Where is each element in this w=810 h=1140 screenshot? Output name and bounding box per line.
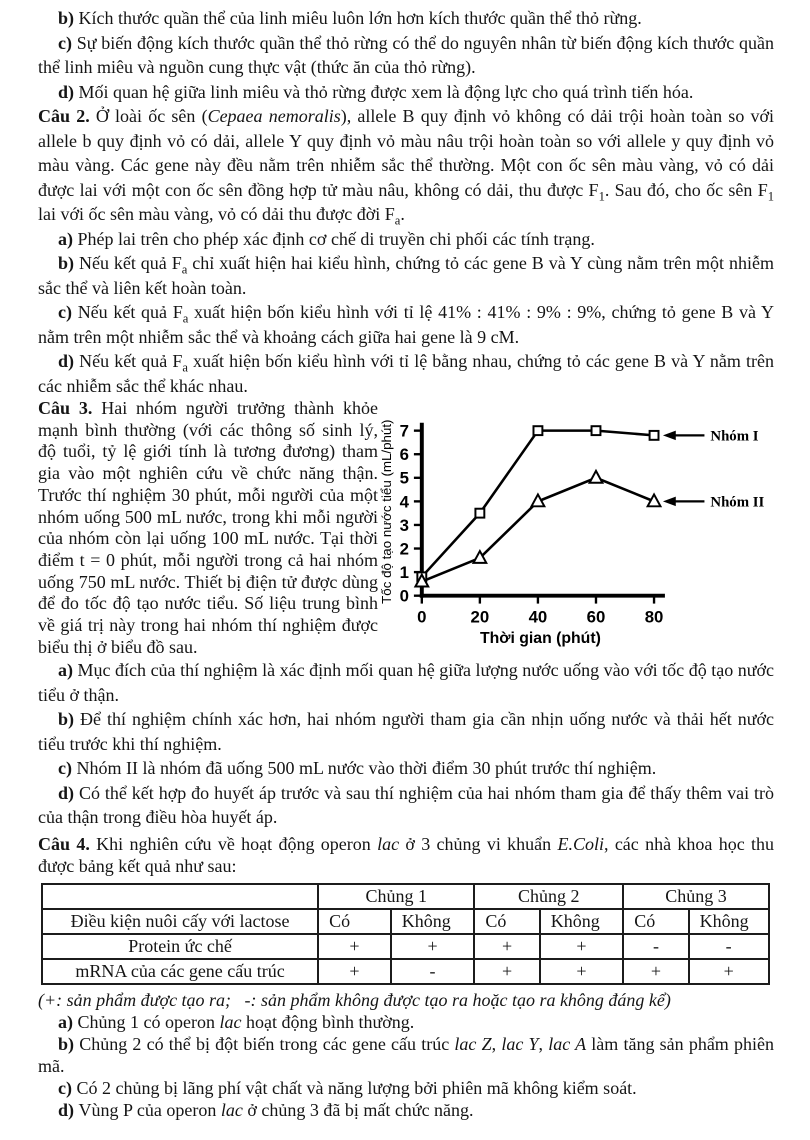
table-cell: Có — [623, 909, 688, 934]
table-row-lactose-condition — [42, 909, 769, 934]
question1-option-b: b) Kích thước quần thể của linh miêu luôn lớn hơn kích thước quần thể thỏ rừng. — [58, 8, 642, 28]
svg-text:Tốc độ tạo nước tiểu (mL/phút): Tốc độ tạo nước tiểu (mL/phút) — [379, 419, 395, 604]
question3-option-b: b) Để thí nghiệm chính xác hơn, hai nhóm người tham gia cần nhịn uống nước và thải hết nước tiểu trước khi thí nghiệm. — [38, 709, 774, 754]
svg-text:1: 1 — [399, 563, 409, 583]
question2-option-a: a) Phép lai trên cho phép xác định cơ chế di truyền chi phối các tính trạng. — [58, 228, 595, 249]
svg-text:2: 2 — [399, 539, 409, 559]
svg-text:0: 0 — [417, 607, 427, 627]
question3-option-c: c) Nhóm II là nhóm đã uống 500 mL nước vào thời điểm 30 phút trước thí nghiệm. — [58, 758, 657, 779]
row-label: Protein ức chế — [42, 934, 318, 959]
question4-option-a: a) Chủng 1 có operon lac hoạt động bình thường. — [58, 1011, 415, 1032]
table-cell: + — [623, 959, 688, 984]
svg-text:80: 80 — [644, 607, 664, 627]
table-corner-cell — [42, 884, 318, 909]
table-cell: Không — [689, 909, 769, 934]
urine-rate-chart — [378, 401, 774, 653]
question3-option-d: d) Có thể kết hợp đo huyết áp trước và sau thí nghiệm của hai nhóm tham gia để thấy thêm vai trò của thận trong điều hòa huyết áp. — [38, 782, 774, 828]
question4-option-b: b) Chủng 2 có thể bị đột biến trong các gene cấu trúc lac Z, lac Y, lac A làm tăng sản phẩm phiên mã. — [38, 1033, 774, 1076]
table-cell: + — [474, 959, 539, 984]
svg-text:3: 3 — [399, 515, 409, 535]
urine-rate-chart-svg — [378, 401, 770, 653]
question2-option-b: b) Nếu kết quả $F_a$ chỉ xuất hiện hai kiểu hình, chứng tỏ các gene B và Y cùng nằm trên một nhiễm sắc thể và liên kết hoàn toàn. — [38, 253, 774, 298]
question3-intro: Câu 3. Hai nhóm người trưởng thành khỏe mạnh bình thường (với các thông số sinh lý, độ tuổi, tỷ lệ giới tính là tương đương) tham gia vào một nghiên cứu về chức năng thận. Trước thí nghiệm 30 phút, mỗi người của một nhóm uống 500 mL nước, trong khi mỗi người của nhóm còn lại uống 100 mL nước. Tại thời điểm t = 0 phút, mỗi người trong cả hai nhóm uống 750 mL nước. Thiết bị điện tử được dùng để đo tốc độ tạo nước tiểu. Số liệu trung bình về giá trị này trong hai nhóm thí nghiệm được biểu thị ở biểu đồ sau. — [38, 398, 378, 657]
question3-section — [38, 398, 774, 658]
question2-intro: Câu 2. Ở loài ốc sên (Cepaea nemoralis), allele B quy định vỏ không có dải trội hoàn toàn so với allele b quy định vỏ có dải, allele Y quy định vỏ màu nâu trội hoàn toàn so với allele y quy định vỏ màu vàng. Các gene này đều nằm trên nhiễm sắc thể thường. Một con ốc sên màu vàng, vỏ có dải được lai với một con ốc sên đồng hợp tử màu nâu, không có dải, thu được $F_1$. Sau đó, cho ốc sên $F_1$ lai với ốc sên màu vàng, vỏ có dải thu được đời $F_a$. — [38, 106, 775, 228]
question3-option-a: a) Mục đích của thí nghiệm là xác định mối quan hệ giữa lượng nước uống vào với tốc độ tạo nước tiểu ở thận. — [38, 660, 774, 705]
svg-text:Nhóm I: Nhóm I — [710, 428, 759, 445]
row-label: Điều kiện nuôi cấy với lactose — [42, 909, 318, 934]
question4-option-c: c) Có 2 chủng bị lãng phí vật chất và năng lượng bởi phiên mã không kiểm soát. — [58, 1077, 637, 1098]
svg-text:0: 0 — [399, 586, 409, 606]
svg-text:Thời gian (phút): Thời gian (phút) — [479, 630, 601, 648]
question2-option-c: c) Nếu kết quả $F_a$ xuất hiện bốn kiểu hình với tỉ lệ 41% : 41% : 9% : 9%, chứng tỏ gene B và Y nằm trên một nhiễm sắc thể và khoảng cách giữa hai gene là 9 cM. — [38, 302, 775, 347]
table-cell: Không — [540, 909, 624, 934]
question4-option-d: d) Vùng P của operon lac ở chủng 3 đã bị mất chức năng. — [58, 1099, 474, 1120]
table-cell: + — [540, 934, 624, 959]
table-cell: - — [391, 959, 475, 984]
question1-option-c: c) Sự biến động kích thước quần thể thỏ rừng có thể do nguyên nhân từ biến động kích thước quần thể linh miêu và nguồn cung thực vật (thức ăn của thỏ rừng). — [38, 32, 774, 77]
table-cell: - — [623, 934, 688, 959]
svg-text:4: 4 — [399, 492, 409, 512]
table-cell: + — [318, 959, 391, 984]
row-label: mRNA của các gene cấu trúc — [42, 959, 318, 984]
svg-text:Nhóm II: Nhóm II — [710, 494, 765, 511]
strain-2-header: Chủng 2 — [474, 884, 623, 909]
svg-text:6: 6 — [399, 445, 409, 465]
table-legend-note: (+: sản phẩm được tạo ra; -: sản phẩm không được tạo ra hoặc tạo ra không đáng kể) — [38, 989, 671, 1010]
svg-text:60: 60 — [586, 607, 606, 627]
lac-operon-results-table — [41, 883, 770, 985]
table-cell: Có — [474, 909, 539, 934]
svg-text:20: 20 — [470, 607, 490, 627]
table-cell: + — [318, 934, 391, 959]
table-cell: Có — [318, 909, 391, 934]
question2-option-d: d) Nếu kết quả $F_a$ xuất hiện bốn kiểu hình với tỉ lệ bằng nhau, chứng tỏ các gene B và Y nằm trên các nhiễm sắc thể khác nhau. — [38, 351, 774, 396]
question4-intro: Câu 4. Khi nghiên cứu về hoạt động operon lac ở 3 chủng vi khuẩn E.Coli, các nhà khoa học thu được bảng kết quả như sau: — [38, 833, 775, 876]
table-row-structural-mrna — [42, 959, 769, 984]
table-cell: Không — [391, 909, 475, 934]
table-cell: + — [540, 959, 624, 984]
svg-text:40: 40 — [528, 607, 548, 627]
table-cell: + — [474, 934, 539, 959]
table-cell: - — [689, 934, 769, 959]
svg-text:7: 7 — [399, 421, 409, 441]
question1-option-d: d) Mối quan hệ giữa linh miêu và thỏ rừng được xem là động lực cho quá trình tiến hóa. — [58, 81, 694, 102]
table-row-repressor-protein — [42, 934, 769, 959]
strain-3-header: Chủng 3 — [623, 884, 768, 909]
table-header-row — [42, 884, 769, 909]
table-cell: + — [689, 959, 769, 984]
strain-1-header: Chủng 1 — [318, 884, 474, 909]
table-cell: + — [391, 934, 475, 959]
svg-text:5: 5 — [399, 468, 409, 488]
